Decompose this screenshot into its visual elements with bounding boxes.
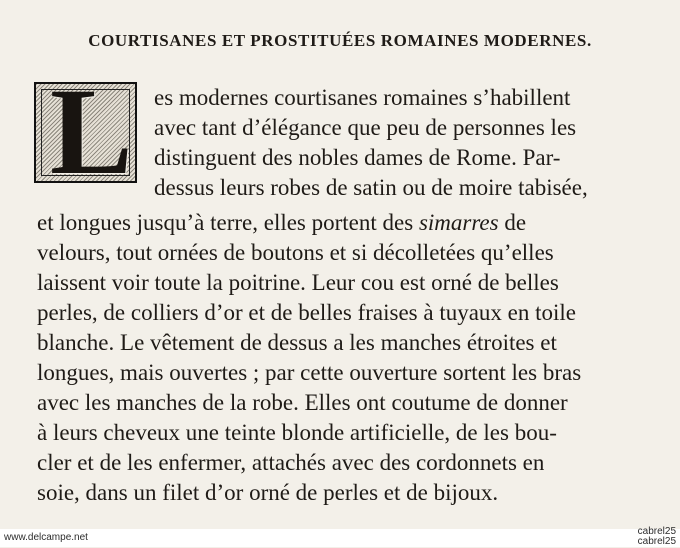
text-line-5-start: et longues jusqu’à terre, elles portent des [37, 210, 419, 235]
text-line-7: laissent voir toute la poitrine. Leur cou est orné de belles [37, 270, 559, 295]
simarres-word: simarres [418, 210, 499, 235]
text-line-12: à leurs cheveux une teinte blonde artificielle, de les bou- [37, 420, 557, 445]
text-line-1: es modernes courtisanes romaines s’habillent [154, 85, 571, 110]
watermark-left: www.delcampe.net [4, 532, 88, 543]
text-line-11: avec les manches de la robe. Elles ont coutume de donner [37, 390, 568, 415]
dropcap-letter: L [50, 82, 133, 183]
watermark-footer [0, 526, 680, 547]
text-line-5-end: de [498, 210, 527, 235]
text-line-14: soie, dans un filet d’or orné de perles et de bijoux. [37, 480, 499, 505]
text-line-13: cler et de les enfermer, attachés avec des cordonnets en [37, 450, 545, 475]
text-line-3: distinguent des nobles dames de Rome. Par- [154, 145, 561, 170]
illuminated-dropcap-icon [34, 82, 137, 183]
text-line-8: perles, de colliers d’or et de belles fraises à tuyaux en toile [37, 300, 577, 325]
text-line-6: velours, tout ornées de boutons et si décolletées qu’elles [37, 240, 554, 265]
watermark-right-bottom: cabrel25 [637, 536, 676, 547]
watermark-right-top: cabrel25 [637, 526, 676, 537]
text-line-9: blanche. Le vêtement de dessus a les manches étroites et [37, 330, 557, 355]
text-line-5 [37, 208, 526, 238]
text-line-10: longues, mais ouvertes ; par cette ouverture sortent les bras [37, 360, 582, 385]
text-line-2: avec tant d’élégance que peu de personnes les [154, 115, 577, 140]
text-line-4: dessus leurs robes de satin ou de moire tabisée, [154, 175, 588, 200]
page-title: COURTISANES ET PROSTITUÉES ROMAINES MODERNES. [88, 31, 592, 50]
